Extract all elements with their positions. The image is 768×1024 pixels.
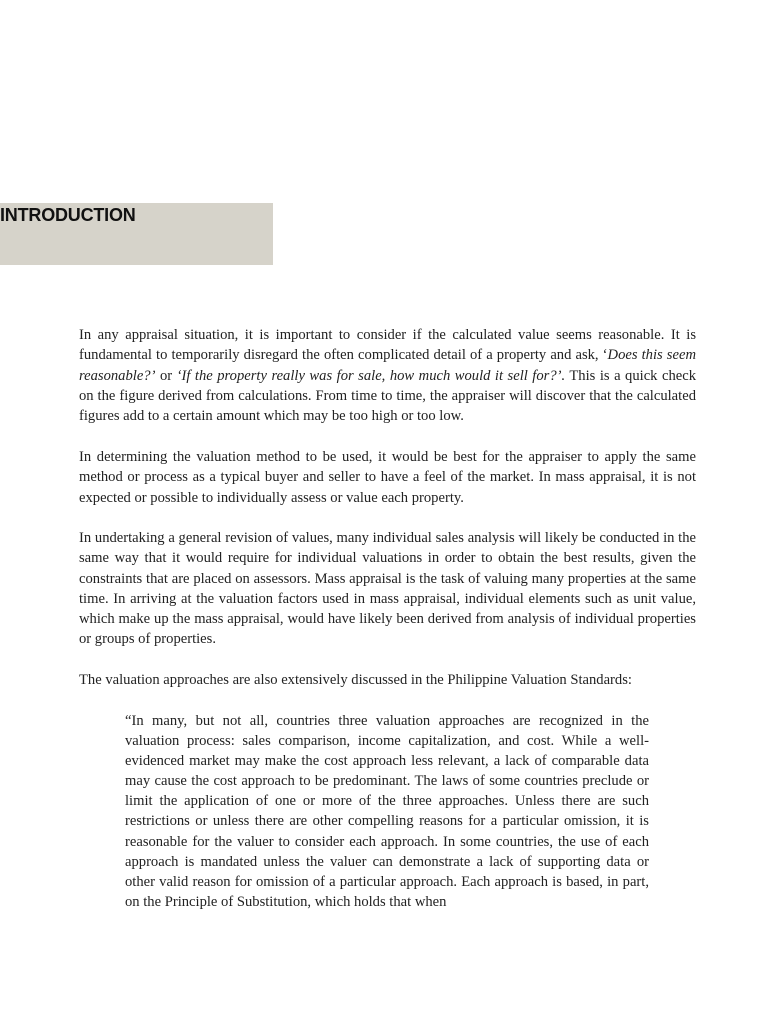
paragraph-italic-question: ‘If the property really was for sale, how much would it sell for?’. (176, 367, 566, 384)
paragraph-text: This is a quick check on the figure derived from calculations. From time to time, the appraiser will discover that the calculated figures add to a certain amount which may be too high or too low. (79, 367, 696, 425)
block-quote: “In many, but not all, countries three valuation approaches are recognized in the valuation process: sales comparison, income capitalization, and cost. While a well-evidenced market may make the cost approach less relevant, a lack of comparable data may cause the cost approach to be predominant. The laws of some countries preclude or limit the application of one or more of the three approaches. Unless there are such restrictions or unless there are other compelling reasons for a particular omission, it is reasonable for the valuer to consider each approach. In some countries, the use of each approach is mandated unless the valuer can demonstrate a lack of supporting data or other valid reason for omission of a particular approach. Each approach is based, in part, on the Principle of Substitution, which holds that when (125, 713, 649, 910)
paragraph-text: In any appraisal situation, it is important to consider if the calculated value seems reasonable. It is fundamental to temporarily disregard the often complicated detail of a property and ask, ‘ (79, 327, 696, 364)
section-title: INTRODUCTION (0, 205, 136, 225)
paragraph-general-revision: In undertaking a general revision of values, many individual sales analysis will likely be conducted in the same way that it would require for individual valuations in order to obtain the best results, given the constraints that are placed on assessors. Mass appraisal is the task of valuing many properties at the same time. In arriving at the valuation factors used in mass appraisal, individual elements such as unit value, which make up the mass appraisal, would have likely been derived from analysis of individual properties or groups of properties. (79, 530, 696, 648)
paragraph-valuation-method: In determining the valuation method to be used, it would be best for the appraiser to apply the same method or process as a typical buyer and seller to have a feel of the market. In mass appraisal, it is not expected or possible to individually assess or value each property. (79, 449, 696, 506)
paragraph-italic-question: Does this seem reasonable?’ (79, 347, 696, 384)
paragraph-reasonableness (79, 325, 696, 426)
paragraph-text: or (155, 367, 177, 384)
paragraph-standards-intro: The valuation approaches are also extensively discussed in the Philippine Valuation Standards: (79, 672, 632, 688)
